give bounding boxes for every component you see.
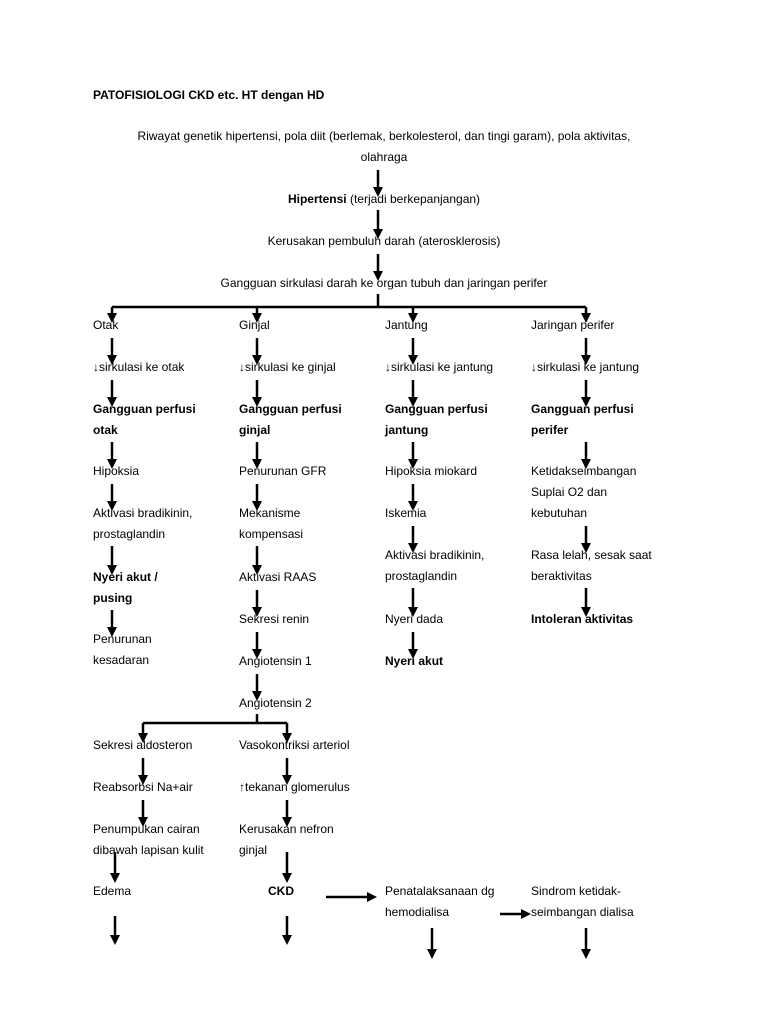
page-title: PATOFISIOLOGI CKD etc. HT dengan HD [93,88,325,102]
perifer-gangguan-line-2: perifer [531,423,569,437]
riwayat-line-2: olahraga [360,150,408,164]
otak-penurunan-line-2: kesadaran [93,653,150,667]
ginjal-raas: Aktivasi RAAS [239,570,317,584]
ginjal-renin: Sekresi renin [239,612,310,626]
lower-nefron-line-2: ginjal [239,843,268,857]
ginjal-sirkulasi: ↓sirkulasi ke ginjal [239,360,336,374]
jantung-hipoksia: Hipoksia miokard [385,464,478,478]
lower-sindrom-line-1: Sindrom ketidak- [531,884,622,898]
lower-vasokontriksi: Vasokontriksi arteriol [239,738,350,752]
lower-reabsorbsi: Reabsorbsi Na+air [93,780,193,794]
lower-penatalaksanaan-line-1: Penatalaksanaan dg [385,884,495,898]
perifer-head: Jaringan perifer [531,318,615,332]
jantung-gangguan-line-2: jantung [385,423,429,437]
ginjal-gangguan-line-1: Gangguan perfusi [239,402,342,416]
otak-aktivasi-line-2: prostaglandin [93,527,166,541]
ginjal-gangguan-line-2: ginjal [239,423,271,437]
lower-penumpukan-line-1: Penumpukan cairan [93,822,200,836]
ginjal-mekanisme-line-1: Mekanisme [239,506,301,520]
riwayat-line-1: Riwayat genetik hipertensi, pola diit (berlemak, berkolesterol, dan tingi garam), pola aktivitas, [137,129,631,143]
jantung-gangguan-line-1: Gangguan perfusi [385,402,488,416]
perifer-intoleran: Intoleran aktivitas [531,612,634,626]
lower-penumpukan-line-2: dibawah lapisan kulit [93,843,204,857]
perifer-rasa-line-2: beraktivitas [531,569,592,583]
ginjal-gfr: Penurunan GFR [239,464,327,478]
perifer-sirkulasi: ↓sirkulasi ke jantung [531,360,640,374]
otak-nyeri-line-2: pusing [93,591,133,605]
lower-sindrom-line-2: seimbangan dialisa [531,905,634,919]
kerusakan-node: Kerusakan pembuluh darah (aterosklerosis) [267,234,501,248]
gangguan-sirkulasi-node: Gangguan sirkulasi darah ke organ tubuh dan jaringan perifer [220,276,548,290]
otak-nyeri-line-1: Nyeri akut / [93,570,158,584]
ginjal-head: Ginjal [239,318,270,332]
perifer-ketidak-line-1: Ketidakseimbangan [531,464,637,478]
perifer-ketidak-line-3: kebutuhan [531,506,588,520]
lower-penatalaksanaan-line-2: hemodialisa [385,905,450,919]
jantung-iskemia: Iskemia [385,506,427,520]
jantung-nyeri-dada: Nyeri dada [385,612,444,626]
perifer-rasa-line-1: Rasa lelah, sesak saat [531,548,652,562]
lower-nefron-line-1: Kerusakan nefron [239,822,334,836]
lower-ckd: CKD [268,884,294,898]
otak-penurunan-line-1: Penurunan [93,632,152,646]
otak-sirkulasi: ↓sirkulasi ke otak [93,360,185,374]
jantung-nyeri-akut: Nyeri akut [385,654,444,668]
jantung-aktivasi-line-1: Aktivasi bradikinin, [385,548,485,562]
hipertensi-detail: (terjadi berkepanjangan) [346,192,481,206]
lower-aldosteron: Sekresi aldosteron [93,738,193,752]
otak-gangguan-line-1: Gangguan perfusi [93,402,196,416]
hipertensi-node [34,189,734,210]
ginjal-angiotensin-1: Angiotensin 1 [239,654,312,668]
jantung-head: Jantung [385,318,428,332]
otak-gangguan-line-2: otak [93,423,118,437]
otak-aktivasi-line-1: Aktivasi bradikinin, [93,506,193,520]
lower-tekanan: ↑tekanan glomerulus [239,780,350,794]
otak-head: Otak [93,318,119,332]
perifer-gangguan-line-1: Gangguan perfusi [531,402,634,416]
perifer-ketidak-line-2: Suplai O2 dan [531,485,608,499]
jantung-aktivasi-line-2: prostaglandin [385,569,458,583]
jantung-sirkulasi: ↓sirkulasi ke jantung [385,360,494,374]
ginjal-mekanisme-line-2: kompensasi [239,527,304,541]
lower-edema: Edema [93,884,132,898]
otak-hipoksia: Hipoksia [93,464,140,478]
hipertensi-label: Hipertensi [287,192,347,206]
ginjal-angiotensin-2: Angiotensin 2 [239,696,312,710]
